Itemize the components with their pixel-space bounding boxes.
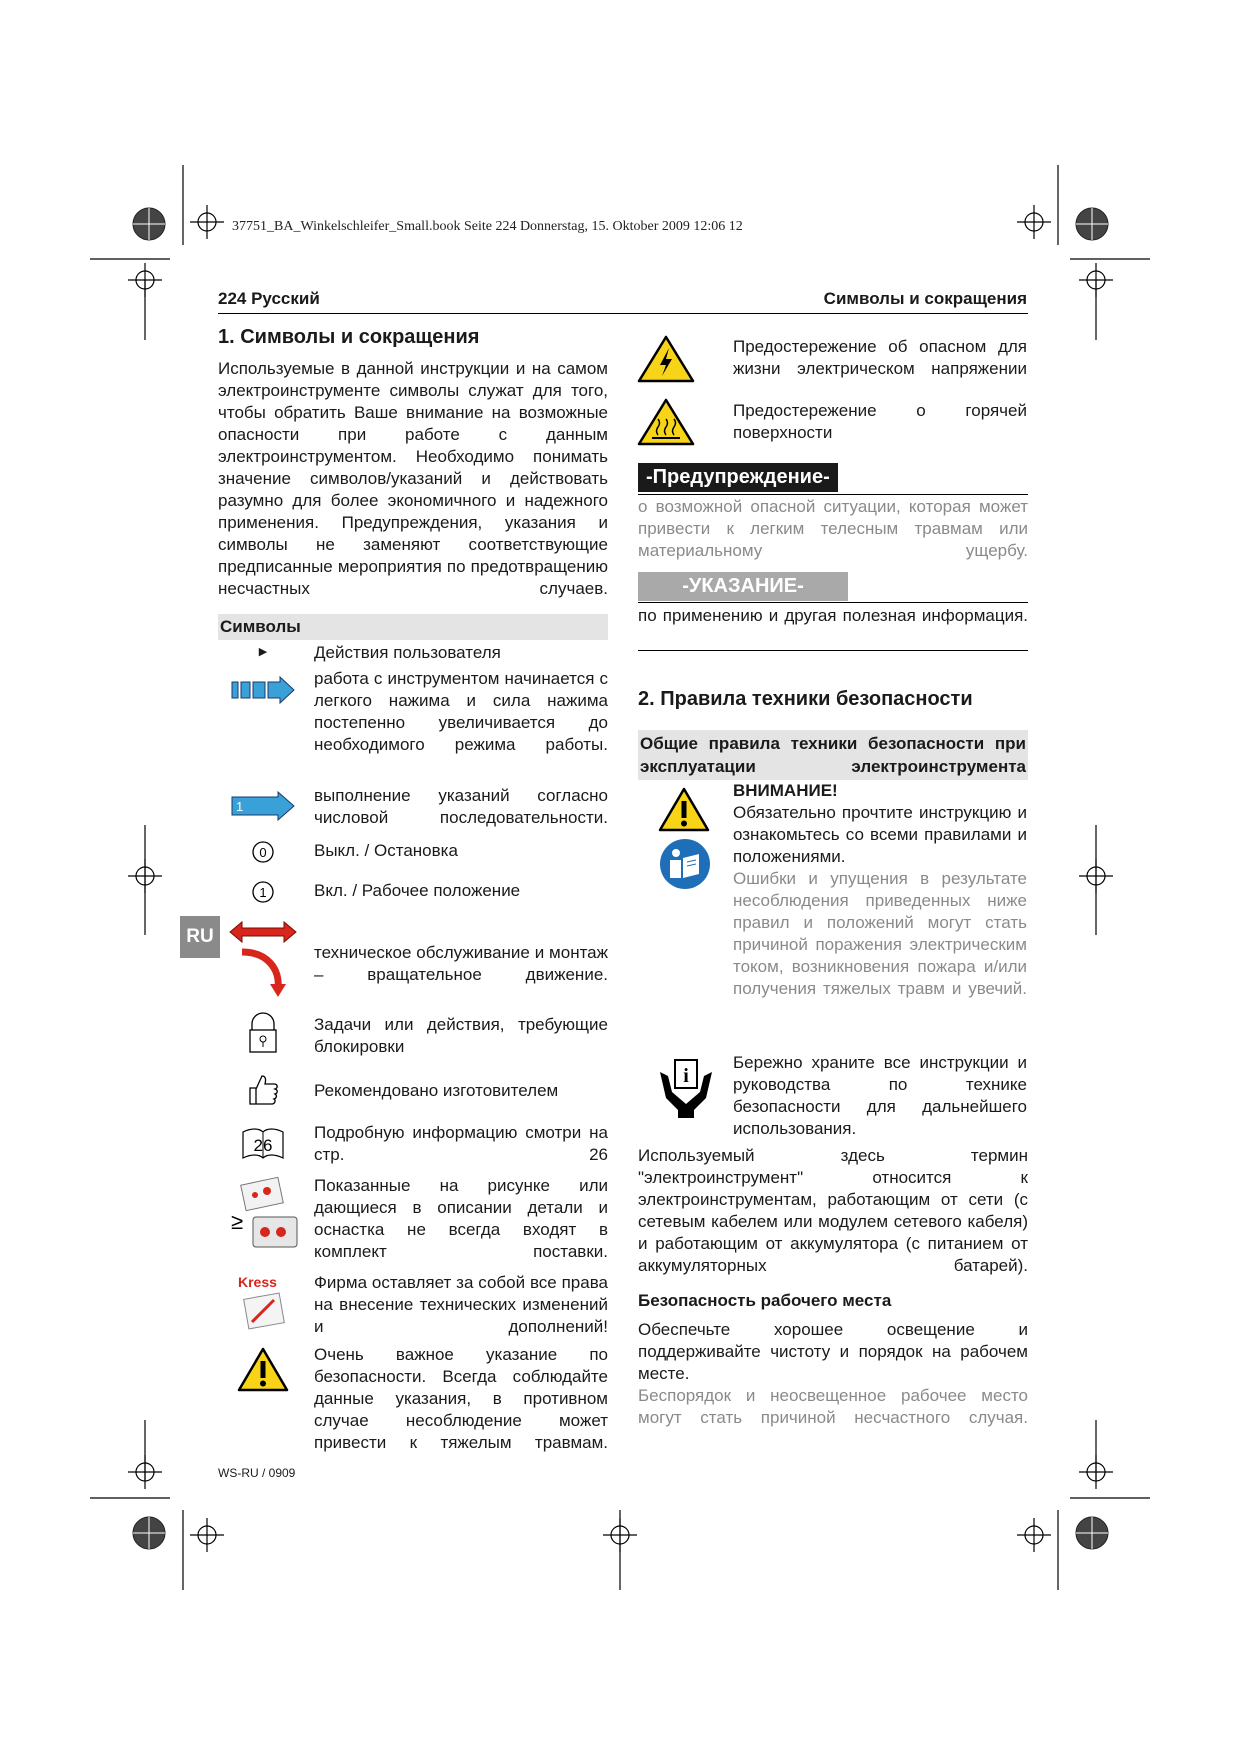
accessories-icon bbox=[218, 1177, 308, 1257]
symbol-text: Действия пользователя bbox=[314, 643, 501, 662]
book-page-icon bbox=[218, 1126, 308, 1162]
workplace-heading: Безопасность рабочего места bbox=[638, 1291, 892, 1310]
language-tab: RU bbox=[180, 916, 220, 958]
note-rule-bottom bbox=[638, 650, 1028, 651]
hot-surface-text: Предостережение о горячей поверхности bbox=[733, 401, 1027, 442]
section-2-heading: 2. Правила техники безопасности bbox=[638, 688, 973, 710]
attention-block bbox=[733, 780, 1027, 1000]
off-glyph: 0 bbox=[259, 845, 267, 860]
symbol-text: Фирма оставляет за собой все права на внесение технических изменений и дополнений! bbox=[314, 1273, 608, 1336]
symbol-text: техническое обслуживание и монтаж – вращательное движение. bbox=[314, 943, 608, 984]
symbols-subheading: Символы bbox=[218, 614, 608, 640]
keep-instructions-text: Бережно храните все инструкции и руководства по технике безопасности для дальнейшего использования. bbox=[733, 1053, 1027, 1138]
thumbs-up-icon bbox=[218, 1072, 308, 1108]
symbol-text: Вкл. / Рабочее положение bbox=[314, 881, 521, 900]
symbol-text: Рекомендовано изготовителем bbox=[314, 1081, 559, 1100]
symbol-text: Выкл. / Остановка bbox=[314, 841, 458, 860]
section-1-heading: 1. Символы и сокращения bbox=[218, 326, 480, 348]
symbol-text: Задачи или действия, требующие блокировки bbox=[314, 1015, 608, 1056]
book-info-line: 37751_BA_Winkelschleifer_Small.book Seite 224 Donnerstag, 15. Oktober 2009 12:06 12 bbox=[232, 219, 743, 234]
attention-triangle-icon bbox=[658, 786, 710, 837]
lock-icon bbox=[218, 1012, 308, 1054]
warning-label bbox=[638, 463, 838, 492]
hot-surface-icon bbox=[636, 397, 696, 452]
keep-instructions-icon bbox=[656, 1058, 716, 1125]
rotation-arrows-icon bbox=[218, 918, 308, 998]
electric-warning-icon bbox=[636, 334, 696, 389]
intro-paragraph: Используемые в данной инструкции и на самом электроинструменте символы служат для того, чтобы обратить Ваше внимание на возможные опасности при работе с данным электроинструментом. Необходимо понимать значение символов/указаний и действовать разумно для более экономичного и надежного применения. Предупреждения, указания и символы не заменяют соответствующие предписанные мероприятия по предотвращению несчастных случаев. bbox=[218, 359, 608, 598]
pressure-arrow-icon bbox=[218, 676, 308, 704]
off-icon bbox=[218, 840, 308, 864]
note-label: -УКАЗАНИЕ- bbox=[638, 572, 848, 601]
header-page-lang: 224 Русский bbox=[218, 289, 320, 308]
symbol-text: выполнение указаний согласно числовой последовательности. bbox=[314, 786, 608, 827]
header-section-title: Символы и сокращения bbox=[823, 289, 1027, 308]
left-column bbox=[218, 326, 608, 640]
attention-title: ВНИМАНИЕ! bbox=[733, 781, 838, 800]
warning-triangle-icon bbox=[218, 1346, 308, 1392]
warning-label-text: -Предупреждение- bbox=[638, 463, 838, 492]
on-glyph: 1 bbox=[259, 885, 267, 900]
header-rule bbox=[218, 313, 1028, 314]
svg-text:≥: ≥ bbox=[231, 1209, 244, 1234]
kress-logo: Kress bbox=[238, 1274, 277, 1290]
sequence-number: 1 bbox=[236, 799, 244, 814]
sequence-arrow-icon bbox=[218, 791, 308, 821]
general-rules-subheading: Общие правила техники безопасности при эксплуатации электроинструмента bbox=[638, 730, 1028, 780]
page-number: 26 bbox=[253, 1136, 273, 1155]
section-2-heading-wrap bbox=[638, 688, 1038, 710]
attention-text: Обязательно прочтите инструкцию и ознакомьтесь со всеми правилами и положениями. bbox=[733, 803, 1027, 866]
workplace-consequence: Беспорядок и неосвещенное рабочее место могут стать причиной несчастного случая. bbox=[638, 1386, 1028, 1427]
triangle-bullet-icon: ▶ bbox=[258, 646, 268, 658]
symbol-text: Подробную информацию смотри на стр. 26 bbox=[314, 1123, 608, 1164]
term-paragraph: Используемый здесь термин "электроинструмент" относится к электроинструментам, работающим от сети (с сетевым кабелем или модулем сетевого кабеля) и работающим от аккумулятора (с питанием от аккумуляторных батарей). bbox=[638, 1146, 1028, 1275]
attention-consequence: Ошибки и упущения в результате несоблюдения приведенных ниже правил и положений могут стать причиной поражения электрическим током, возникновения пожара и/или получения тяжелых травм и увечий. bbox=[733, 869, 1027, 998]
svg-text:i: i bbox=[683, 1065, 689, 1087]
workplace-text: Обеспечьте хорошее освещение и поддерживайте чистоту и порядок на рабочем месте. bbox=[638, 1320, 1028, 1383]
warning-description: о возможной опасной ситуации, которая может привести к легким телесным травмам или материальному ущербу. bbox=[638, 497, 1028, 560]
symbol-text: работа с инструментом начинается с легкого нажима и сила нажима постепенно увеличивается до необходимого режима работы. bbox=[314, 669, 608, 754]
note-description: по применению и другая полезная информация. bbox=[638, 606, 1028, 625]
on-icon bbox=[218, 880, 308, 904]
kress-brand-icon bbox=[218, 1272, 308, 1336]
note-rule-top bbox=[638, 602, 1028, 603]
footer-code: WS-RU / 0909 bbox=[218, 1466, 296, 1480]
warning-rule bbox=[638, 494, 1028, 495]
symbol-text: Показанные на рисунке или дающиеся в описании детали и оснастка не всегда входят в комплект поставки. bbox=[314, 1176, 608, 1261]
electric-warning-text: Предостережение об опасном для жизни электрическом напряжении bbox=[733, 337, 1027, 378]
symbol-text: Очень важное указание по безопасности. Всегда соблюдайте данные указания, в противном случае несоблюдение может привести к тяжелым травмам. bbox=[314, 1345, 608, 1452]
read-manual-icon bbox=[659, 838, 711, 895]
